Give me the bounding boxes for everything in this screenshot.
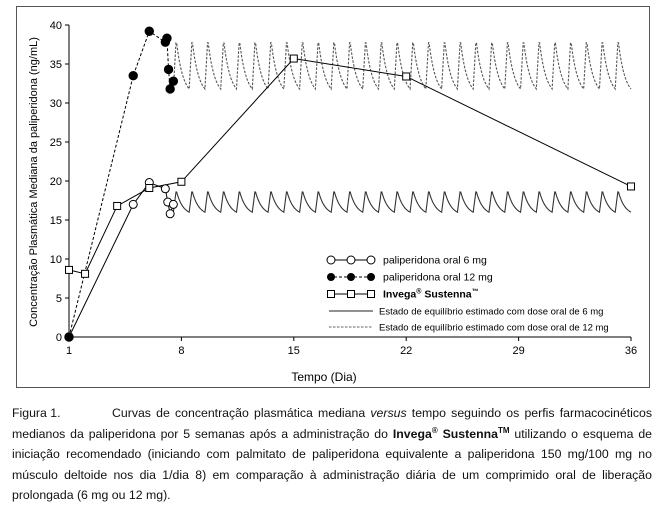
- legend-oral-6mg-marker: [327, 256, 335, 264]
- legend-invega-sustenna-marker: [328, 291, 335, 298]
- legend-ss-6mg-label: Estado de equilíbrio estimado com dose oral de 6 mg: [379, 306, 604, 318]
- x-tick-label: 22: [400, 345, 413, 357]
- legend-invega-sustenna-marker: [368, 291, 375, 298]
- caption-text-1: Curvas de concentração plasmática mediana: [112, 406, 371, 420]
- legend-invega-sustenna-label: Invega® Sustenna™: [383, 288, 479, 301]
- oral-6mg-line: [69, 183, 173, 337]
- steady-state-6mg-curve: [173, 192, 631, 212]
- y-tick-label: 5: [55, 293, 62, 305]
- plasma-concentration-chart: [17, 7, 651, 389]
- legend-oral-12mg-label: paliperidona oral 12 mg: [383, 271, 493, 284]
- steady-state-curves: [173, 43, 631, 212]
- oral-12mg-point: [65, 333, 73, 341]
- legend: [327, 255, 609, 334]
- oral-12mg-point: [129, 72, 137, 80]
- y-axis-label: Concentração Plasmática Mediana da paliperidona (ng/mL): [28, 37, 40, 327]
- oral-12mg-point: [169, 77, 177, 85]
- oral-6mg-point: [161, 185, 169, 193]
- oral-6mg-point: [129, 200, 137, 208]
- legend-ss-12mg-label: Estado de equilíbrio estimado com dose oral de 12 mg: [379, 322, 609, 334]
- caption-text-3: utilizando o esquema de iniciação recomendado (iniciando com palmitato de paliperidona equivalente a paliperidona 150 mg/100 mg no músculo deltoide nos dia 1/dia 8) em comparação à administração diária de um comprimido oral de liberação prolongada (6 mg ou 12 mg).: [12, 426, 652, 503]
- invega-sustenna-point: [628, 183, 635, 190]
- oral-12mg-point: [164, 65, 172, 73]
- registered-mark: ®: [431, 425, 438, 435]
- invega-sustenna-point: [403, 73, 410, 80]
- oral-6mg-point: [166, 210, 174, 218]
- figure-caption: [12, 403, 652, 506]
- trademark-mark: TM: [497, 425, 510, 435]
- invega-sustenna-point: [114, 202, 121, 209]
- oral-12mg-point: [163, 34, 171, 42]
- x-tick-label: 8: [178, 345, 185, 357]
- x-tick-label: 1: [65, 345, 73, 357]
- legend-oral-12mg-marker: [327, 273, 335, 281]
- y-tick-label: 40: [49, 20, 62, 32]
- y-tick-label: 10: [49, 254, 62, 266]
- x-axis-label: Tempo (Dia): [291, 370, 357, 384]
- invega-sustenna-point: [178, 178, 185, 185]
- steady-state-12mg-curve: [173, 43, 631, 89]
- legend-oral-6mg-marker: [347, 256, 355, 264]
- y-tick-label: 35: [49, 59, 62, 71]
- oral-12mg-point: [145, 27, 153, 35]
- invega-sustenna-point: [82, 270, 89, 277]
- oral-12mg-point: [166, 85, 174, 93]
- brand-name: Invega: [392, 426, 432, 441]
- x-tick-label: 15: [287, 345, 300, 357]
- y-tick-label: 20: [49, 176, 62, 188]
- y-tick-label: 25: [49, 137, 62, 149]
- caption-versus: versus: [370, 406, 407, 420]
- x-tick-label: 36: [624, 345, 638, 357]
- y-tick-label: 15: [49, 215, 62, 227]
- invega-sustenna-point: [146, 185, 153, 192]
- chart-frame: [16, 6, 650, 388]
- figure-label: Figura 1.: [12, 406, 61, 420]
- y-tick-label: 30: [49, 98, 62, 110]
- caption-text-2: tempo seguindo os perfis farmacocinéticos medianos da paliperidona por 5 semanas após a administração do: [12, 406, 652, 441]
- legend-oral-12mg-marker: [367, 273, 375, 281]
- oral-6mg-point: [169, 200, 177, 208]
- y-tick-label: 0: [55, 332, 62, 344]
- caption-brand: [393, 427, 510, 441]
- invega-sustenna-point: [290, 55, 297, 62]
- legend-oral-12mg-marker: [347, 273, 355, 281]
- legend-oral-6mg-marker: [367, 256, 375, 264]
- oral-12mg-line: [69, 31, 173, 337]
- x-tick-label: 29: [512, 345, 525, 357]
- legend-invega-sustenna-marker: [348, 291, 355, 298]
- brand-name-2: Sustenna: [437, 426, 498, 441]
- invega-sustenna-line: [69, 59, 631, 274]
- invega-sustenna-point: [66, 266, 73, 273]
- legend-oral-6mg-label: paliperidona oral 6 mg: [383, 254, 487, 267]
